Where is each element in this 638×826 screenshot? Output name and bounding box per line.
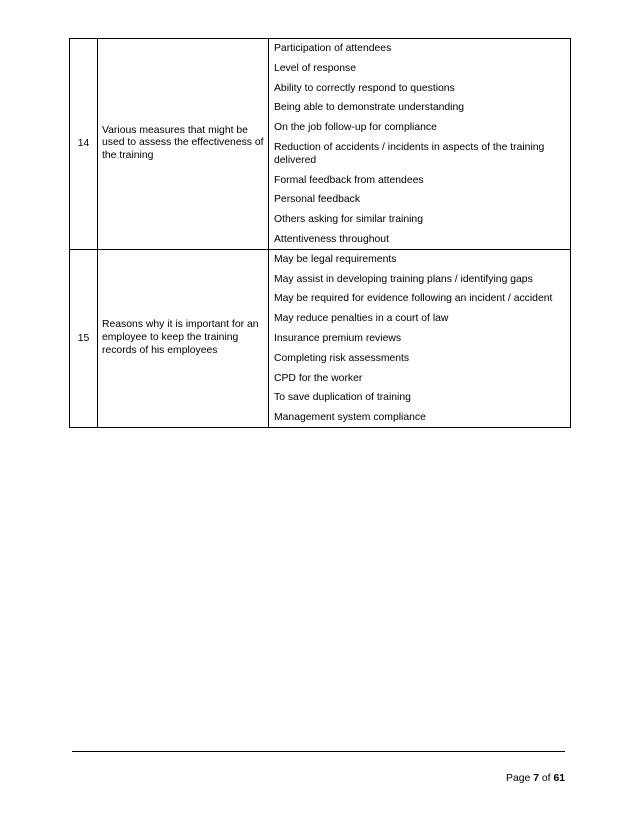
- answer-item: CPD for the worker: [274, 372, 363, 384]
- row-topic: Reasons why it is important for an employee to keep the training records of his employees: [98, 249, 269, 427]
- answer-item: Completing risk assessments: [274, 352, 410, 364]
- answer-item: May assist in developing training plans / identifying gaps: [274, 273, 533, 285]
- answer-item: Others asking for similar training: [274, 214, 423, 226]
- answer-item: Level of response: [274, 62, 357, 74]
- answer-item: Insurance premium reviews: [274, 332, 402, 344]
- page-prefix: Page: [506, 773, 531, 784]
- row-number: 14: [70, 39, 98, 250]
- answer-cell: [269, 39, 571, 250]
- total-pages: 61: [553, 773, 565, 784]
- table-row-14: [70, 39, 571, 250]
- page-number: [506, 773, 565, 784]
- answer-item: May be required for evidence following an incident / accident: [274, 293, 553, 305]
- answer-item: To save duplication of training: [274, 392, 411, 404]
- row-topic: Various measures that might be used to assess the effectiveness of the training: [98, 39, 269, 250]
- answer-item: May reduce penalties in a court of law: [274, 313, 449, 325]
- answer-item: Management system compliance: [274, 412, 426, 424]
- answer-item: Personal feedback: [274, 194, 361, 206]
- answer-item: Participation of attendees: [274, 43, 392, 54]
- answer-item: May be legal requirements: [274, 253, 397, 265]
- table-row-15: [70, 249, 571, 427]
- answer-item: Formal feedback from attendees: [274, 174, 424, 186]
- answer-item: Attentiveness throughout: [274, 233, 389, 245]
- answer-cell: [269, 249, 571, 427]
- answer-item: Being able to demonstrate understanding: [274, 102, 465, 114]
- row-number: 15: [70, 249, 98, 427]
- question-answer-table: [69, 38, 571, 428]
- answer-item: Ability to correctly respond to questions: [274, 82, 455, 94]
- answer-list: [274, 43, 564, 247]
- footer-divider: [72, 751, 565, 752]
- answer-item: On the job follow-up for compliance: [274, 122, 437, 134]
- of-label: of: [541, 773, 551, 784]
- answer-item: Reduction of accidents / incidents in aspects of the training delivered: [274, 141, 545, 166]
- answer-list: [274, 254, 564, 425]
- current-page: 7: [533, 773, 539, 784]
